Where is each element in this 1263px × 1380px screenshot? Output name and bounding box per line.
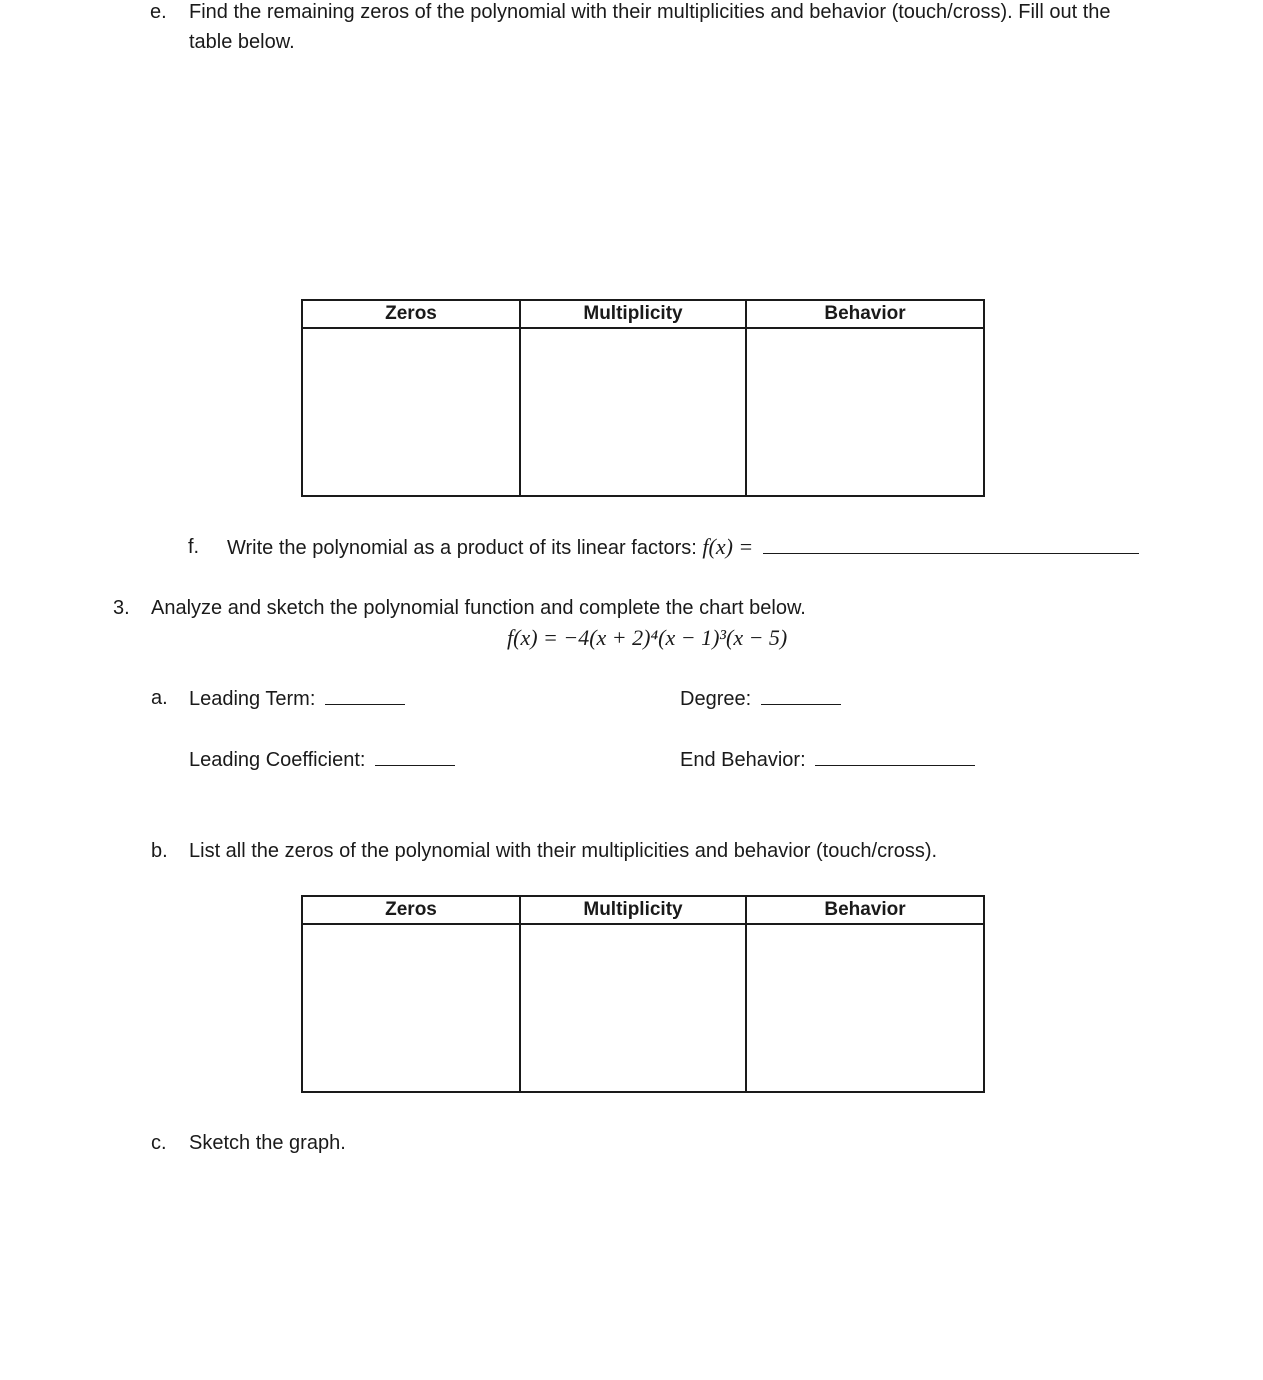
- degree-row: [680, 686, 841, 711]
- header-zeros: Zeros: [302, 300, 520, 328]
- zeros-table-2: [301, 895, 985, 1093]
- behavior-cell[interactable]: [746, 924, 984, 1092]
- zeros-table-1: [301, 299, 985, 497]
- part-f-line: [227, 535, 1139, 560]
- part-f-formula: f(x) =: [702, 534, 754, 559]
- part-c-text: Sketch the graph.: [189, 1132, 346, 1154]
- leading-coefficient-blank[interactable]: [375, 747, 455, 766]
- part-c-label: c.: [151, 1132, 167, 1154]
- part-a-label: a.: [151, 687, 168, 709]
- end-behavior-row: [680, 747, 975, 772]
- header-behavior: Behavior: [746, 896, 984, 924]
- table-row: [302, 924, 984, 1092]
- behavior-cell[interactable]: [746, 328, 984, 496]
- leading-term-blank[interactable]: [325, 686, 405, 705]
- linear-factors-answer-blank[interactable]: [763, 535, 1139, 554]
- part-b-text: List all the zeros of the polynomial with their multiplicities and behavior (touch/cross).: [189, 840, 938, 862]
- degree-label: Degree:: [680, 688, 752, 710]
- question-3-formula: f(x) = −4(x + 2)⁴(x − 1)³(x − 5): [507, 625, 788, 650]
- leading-coefficient-row: [189, 747, 455, 772]
- question-3-number: 3.: [113, 597, 130, 619]
- multiplicity-cell[interactable]: [520, 924, 746, 1092]
- part-e-label: e.: [150, 1, 167, 23]
- zeros-cell[interactable]: [302, 924, 520, 1092]
- end-behavior-label: End Behavior:: [680, 749, 806, 771]
- multiplicity-cell[interactable]: [520, 328, 746, 496]
- header-multiplicity: Multiplicity: [520, 300, 746, 328]
- table-header-row: [302, 896, 984, 924]
- question-3-text: Analyze and sketch the polynomial function and complete the chart below.: [151, 597, 806, 619]
- part-b-label: b.: [151, 840, 168, 862]
- part-e-text-line2: table below.: [189, 31, 295, 53]
- leading-coefficient-label: Leading Coefficient:: [189, 749, 366, 771]
- header-zeros: Zeros: [302, 896, 520, 924]
- leading-term-row: [189, 686, 405, 711]
- end-behavior-blank[interactable]: [815, 747, 975, 766]
- degree-blank[interactable]: [761, 686, 841, 705]
- header-behavior: Behavior: [746, 300, 984, 328]
- zeros-cell[interactable]: [302, 328, 520, 496]
- part-f-label: f.: [188, 536, 200, 558]
- table-row: [302, 328, 984, 496]
- leading-term-label: Leading Term:: [189, 688, 316, 710]
- part-f-text: Write the polynomial as a product of its linear factors:: [227, 537, 697, 559]
- header-multiplicity: Multiplicity: [520, 896, 746, 924]
- part-e-text-line1: Find the remaining zeros of the polynomial with their multiplicities and behavior (touch/cross). Fill out the: [189, 1, 1111, 23]
- table-header-row: [302, 300, 984, 328]
